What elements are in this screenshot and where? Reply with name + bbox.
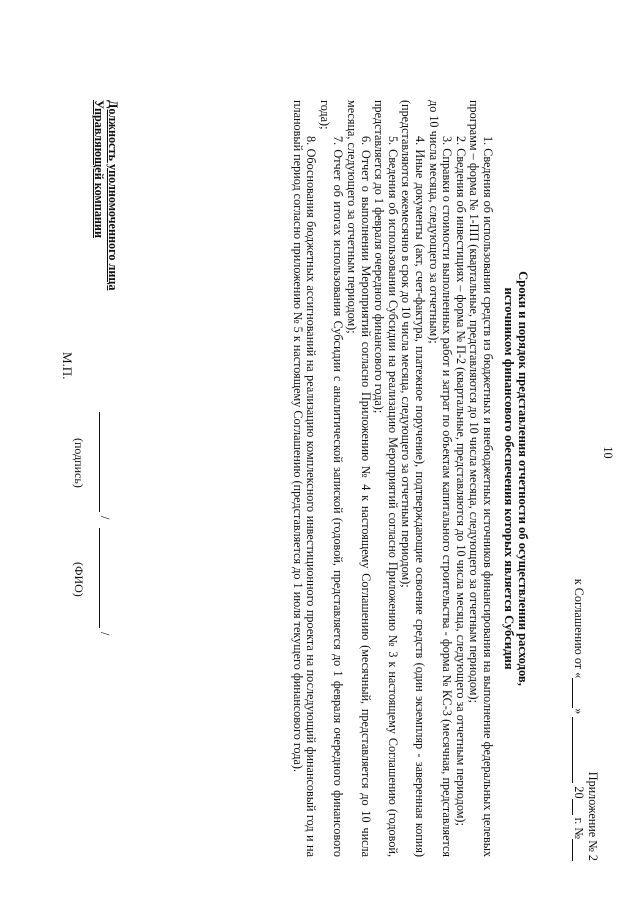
paragraph-2: 2. Сведения об инвестициях – форма № П-2 (квартальные, представляются до 10 числа месяца, следующего за отчетным периодом); [453, 136, 468, 826]
paragraph-8: 8. Обоснования бюджетных ассигнований на реализацию комплексного инвестиционного проекта на последующий финансовый год и на плановый период согласно приложению № 5 к настоящему Соглашению (представляется до 1 июля текущего финансового года). [290, 100, 319, 857]
signature-block [72, 100, 120, 857]
page-number: 10 [601, 446, 615, 459]
document-title [502, 100, 530, 857]
paragraph-6: 6. Отчет о выполнении Мероприятий согласно Приложению № 4 к настоящему Соглашению (месячный, представляется до 10 числа месяца, следующего за отчетным периодом); [345, 100, 373, 857]
signatory-position-label: Должность уполномоченного лица [106, 100, 120, 291]
paragraph-4: 4. Иные документы (акт, счет-фактура, платежное поручение), подтверждающие освоение средств (один экземпляр - заверенная копия) (представляются ежемесячно в срок до 10 числа месяца, следующего за отчетным периодом); [399, 100, 428, 857]
appendix-title: Приложение № 2 [586, 771, 600, 861]
paragraph-7: 7. Отчет об итогах использования Субсидии с аналитической запиской (годовой, представляется до 1 февраля очередного финансового года); [317, 100, 346, 857]
signature-line [72, 412, 112, 742]
signature-slash-2: / [98, 632, 112, 636]
signature-caption: (подпись) [72, 438, 86, 488]
signature-slash-1: / [98, 516, 112, 520]
stamp-place-label: М.П. [60, 352, 75, 380]
appendix-header [572, 579, 600, 861]
paragraph-5: 5. Сведения об использовании Субсидии на реализацию Мероприятий согласно Приложению № 3 к настоящему Соглашению (годовой, представляется до 1 февраля очередного финансового года); [372, 100, 400, 857]
agreement-number-label: г. № [572, 817, 586, 839]
signatory-company-label: Управляющей компании [92, 100, 106, 238]
day-blank [572, 678, 583, 708]
reporting-list [290, 100, 494, 857]
title-line-1: Сроки и порядок представления отчетности об осуществлении расходов, [516, 271, 530, 686]
agreement-reference [572, 579, 586, 861]
signature-blank [99, 412, 100, 512]
paragraph-1: 1. Сведения об использовании средств из бюджетных и внебюджетных источников финансирования на выполнение федеральных целевых программ – форма № 1-ПП (квартальные, представляются до 10 числа месяца, следующего за отчетным периодом); [467, 100, 495, 857]
agreement-year-prefix: 20 [572, 786, 586, 799]
title-line-2: источником финансового обеспечения которых является Субсидия [502, 287, 516, 670]
name-caption: (ФИО) [72, 562, 86, 597]
month-blank [572, 717, 583, 783]
number-blank [572, 839, 583, 861]
paragraph-3: 3. Справки о стоимости выполненных работ и затрат по объектам капитального строительства - форма № КС-3 (месячная, представляется до 10 числа месяца, следующего за отчетным); [426, 100, 455, 857]
year-blank [572, 799, 583, 815]
name-blank [99, 528, 100, 628]
agreement-date-prefix: к Соглашению от « [572, 578, 586, 679]
agreement-date-mid: » [572, 708, 586, 715]
